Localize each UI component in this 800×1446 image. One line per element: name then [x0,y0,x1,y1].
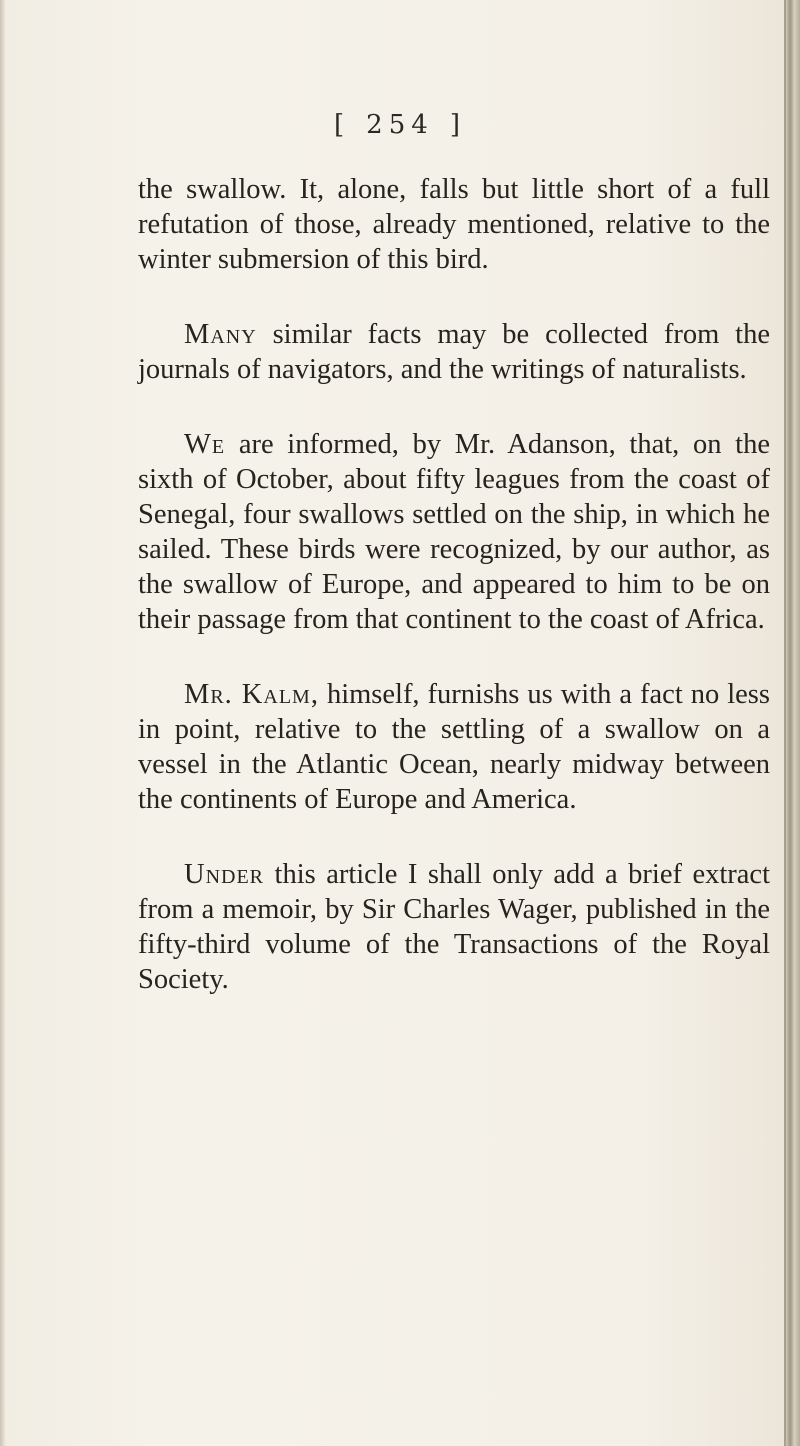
paragraph-lead-word: We [184,429,226,460]
page-header [0,110,800,140]
paragraph-lead-word: Under [184,859,265,890]
paragraph-lead-word: Mr. Kalm, [184,679,319,710]
paragraph-text: similar facts may be collected from the journals of navigators, and the writings of naturalists. [138,319,770,385]
paragraph-lead-word: Many [184,319,257,350]
header-bracket-open: [ [334,110,351,140]
body-text [138,172,770,1037]
paragraph-text: are informed, by Mr. Adanson, that, on the sixth of October, about fifty leagues from the coast of Senegal, four swallows settled on the ship, in which he sailed. These birds were recognized, by our author, as the swallow of Europe, and appeared to him to be on their passage from that continent to the coast of Africa. [138,429,770,635]
paragraph-text: the swallow. It, alone, falls but little short of a full refutation of those, already mentioned, relative to the winter submersion of this bird. [138,174,770,275]
binding-gutter [786,0,800,1446]
page-number: 254 [366,110,434,140]
paragraph-text: himself, furnishs us with a fact no less in point, relative to the settling of a swallow on a vessel in the Atlantic Ocean, nearly midway between the continents of Europe and America. [138,679,770,815]
paragraph-many-facts [138,317,770,387]
paragraph-continuation [138,172,770,277]
paragraph-adanson [138,427,770,637]
paragraph-text: this article I shall only add a brief extract from a memoir, by Sir Charles Wager, published in the fifty-third volume of the Transactions of the Royal Society. [138,859,770,995]
page-edge-shadow [0,0,6,1446]
header-bracket-close: ] [449,110,466,140]
paragraph-wager [138,857,770,997]
paragraph-kalm [138,677,770,817]
